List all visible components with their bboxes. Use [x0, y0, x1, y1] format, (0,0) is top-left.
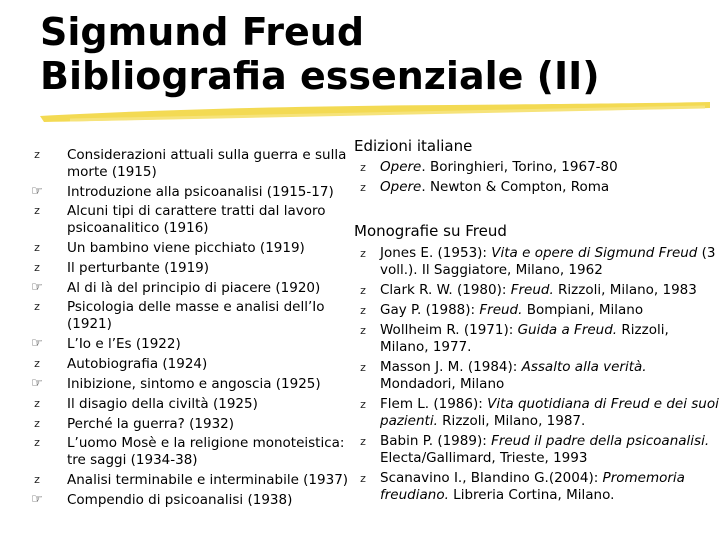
ref-title: Guida a Freud.	[517, 322, 618, 338]
work-item	[30, 490, 352, 510]
z-glyph-icon: z	[360, 247, 366, 260]
monograph-item	[354, 302, 720, 319]
work-title: Perché la guerra? (1932)	[67, 416, 235, 432]
hand-pointer-icon: ☞	[31, 376, 43, 391]
work-item	[30, 258, 352, 278]
ref-title: Opere	[380, 179, 422, 195]
z-glyph-icon: z	[34, 473, 40, 486]
ref-author: Gay P. (1988):	[380, 302, 480, 318]
z-glyph-icon: z	[360, 304, 366, 317]
slide-title	[40, 10, 600, 98]
ref-publisher: Mondadori, Milano	[380, 376, 505, 392]
ref-publisher: Rizzoli, Milano, 1977.	[380, 322, 669, 355]
z-glyph-icon: z	[34, 357, 40, 370]
work-title: Il perturbante (1919)	[67, 260, 210, 276]
z-glyph-icon: z	[34, 148, 40, 161]
z-glyph-icon: z	[360, 361, 366, 374]
ref-title: Assalto alla verità.	[521, 359, 647, 375]
work-item	[30, 374, 352, 394]
hand-pointer-icon: ☞	[31, 336, 43, 351]
monograph-item	[354, 282, 720, 299]
z-glyph-icon: z	[360, 284, 366, 297]
work-item	[30, 354, 352, 374]
hand-pointer-icon: ☞	[31, 280, 43, 295]
editions-heading: Edizioni italiane	[354, 137, 473, 155]
monographs-list	[354, 245, 720, 504]
work-title: Al di là del principio di piacere (1920)	[67, 280, 321, 296]
work-title: Inibizione, sintomo e angoscia (1925)	[67, 376, 321, 392]
references-column	[354, 136, 720, 507]
highlighter-underline	[30, 98, 720, 130]
z-glyph-icon: z	[360, 324, 366, 337]
z-glyph-icon: z	[34, 300, 40, 313]
z-glyph-icon: z	[34, 241, 40, 254]
z-glyph-icon: z	[34, 436, 40, 449]
edition-item	[354, 159, 720, 176]
work-item	[30, 470, 352, 490]
ref-publisher: (3 voll.). Il Saggiatore, Milano, 1962	[380, 245, 716, 278]
work-title: Autobiografia (1924)	[67, 356, 208, 372]
z-glyph-icon: z	[360, 472, 366, 485]
z-glyph-icon: z	[34, 417, 40, 430]
work-item	[30, 278, 352, 298]
work-title: Considerazioni attuali sulla guerra e sulla morte (1915)	[67, 147, 347, 180]
work-item	[30, 182, 352, 202]
monographs-heading: Monografie su Freud	[354, 222, 507, 240]
hand-pointer-icon: ☞	[31, 184, 43, 199]
ref-title: Opere	[380, 159, 422, 175]
ref-publisher: Electa/Gallimard, Trieste, 1993	[380, 450, 588, 466]
work-item	[30, 202, 352, 238]
ref-publisher: . Boringhieri, Torino, 1967-80	[421, 159, 618, 175]
title-line-2: Bibliografia essenziale (II)	[40, 54, 600, 98]
ref-title: Vita e opere di Sigmund Freud	[491, 245, 698, 261]
z-glyph-icon: z	[360, 161, 366, 174]
ref-author: Scanavino I., Blandino G.(2004):	[380, 470, 603, 486]
work-item	[30, 146, 352, 182]
work-title: Il disagio della civiltà (1925)	[67, 396, 258, 412]
work-item	[30, 238, 352, 258]
works-list	[30, 146, 352, 510]
work-item	[30, 334, 352, 354]
z-glyph-icon: z	[34, 397, 40, 410]
ref-author: Masson J. M. (1984):	[380, 359, 522, 375]
ref-title: Promemoria freudiano.	[380, 470, 685, 503]
monograph-item	[354, 322, 720, 356]
ref-publisher: . Newton & Compton, Roma	[421, 179, 610, 195]
ref-publisher: Rizzoli, Milano, 1987.	[437, 413, 586, 429]
ref-author: Jones E. (1953):	[380, 245, 492, 261]
work-item	[30, 394, 352, 414]
monograph-item	[354, 433, 720, 467]
monograph-item	[354, 245, 720, 279]
z-glyph-icon: z	[360, 398, 366, 411]
z-glyph-icon: z	[360, 181, 366, 194]
edition-item	[354, 179, 720, 196]
editions-list	[354, 159, 720, 196]
work-title: Psicologia delle masse e analisi dell’Io (1921)	[67, 299, 325, 332]
work-title: L’uomo Mosè e la religione monoteistica: tre saggi (1934-38)	[67, 435, 345, 468]
monograph-item	[354, 470, 720, 504]
work-item	[30, 298, 352, 334]
monograph-item	[354, 396, 720, 430]
ref-title: Freud.	[510, 282, 554, 298]
work-title: Analisi terminabile e interminabile (1937)	[67, 472, 349, 488]
z-glyph-icon: z	[360, 435, 366, 448]
work-title: L’Io e l’Es (1922)	[67, 336, 181, 352]
ref-author: Wollheim R. (1971):	[380, 322, 518, 338]
ref-title: Freud il padre della psicoanalisi.	[491, 433, 710, 449]
ref-publisher: Rizzoli, Milano, 1983	[553, 282, 697, 298]
ref-author: Flem L. (1986):	[380, 396, 488, 412]
work-title: Compendio di psicoanalisi (1938)	[67, 492, 293, 508]
work-item	[30, 434, 352, 470]
ref-publisher: Libreria Cortina, Milano.	[448, 487, 615, 503]
work-title: Introduzione alla psicoanalisi (1915-17)	[67, 184, 334, 200]
ref-title: Vita quotidiana di Freud e dei suoi pazienti.	[380, 396, 719, 429]
work-item	[30, 414, 352, 434]
ref-author: Clark R. W. (1980):	[380, 282, 511, 298]
work-title: Un bambino viene picchiato (1919)	[67, 240, 305, 256]
title-line-1: Sigmund Freud	[40, 10, 365, 54]
ref-publisher: Bompiani, Milano	[522, 302, 644, 318]
z-glyph-icon: z	[34, 261, 40, 274]
monograph-item	[354, 359, 720, 393]
ref-title: Freud.	[479, 302, 523, 318]
hand-pointer-icon: ☞	[31, 492, 43, 507]
work-title: Alcuni tipi di carattere tratti dal lavoro psicoanalitico (1916)	[67, 203, 326, 236]
z-glyph-icon: z	[34, 204, 40, 217]
ref-author: Babin P. (1989):	[380, 433, 492, 449]
